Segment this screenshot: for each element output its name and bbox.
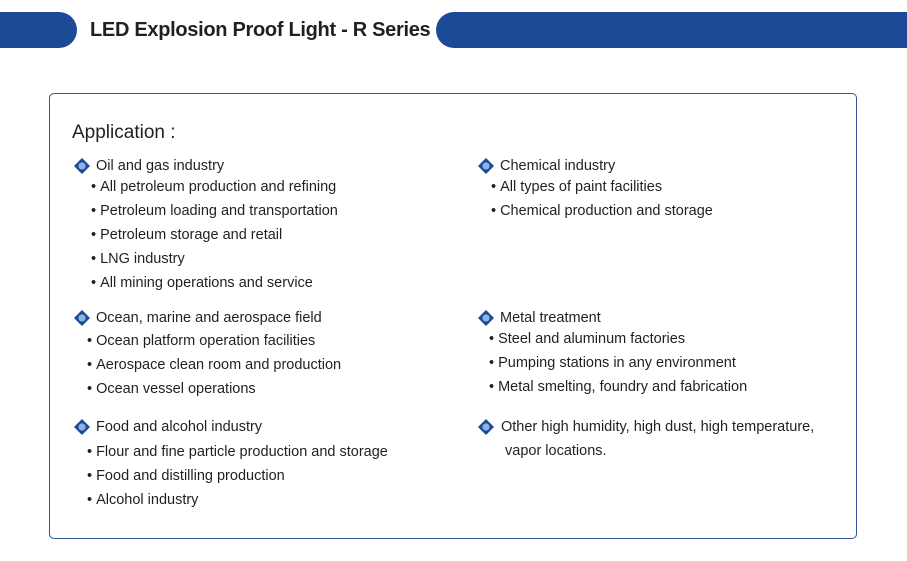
- list-item: • Pumping stations in any environment: [478, 351, 747, 375]
- list-item: • All types of paint facilities: [478, 175, 713, 199]
- list-item: • Food and distilling production: [74, 464, 388, 488]
- category-other-environments: [478, 417, 814, 463]
- list-item: • All petroleum production and refining: [74, 175, 338, 199]
- list-item: • Alcohol industry: [74, 488, 388, 512]
- category-label: Oil and gas industry: [96, 158, 225, 174]
- list-item: • Petroleum loading and transportation: [74, 199, 338, 223]
- list-item: • Ocean vessel operations: [74, 377, 341, 401]
- list-item: • Aerospace clean room and production: [74, 353, 341, 377]
- diamond-bullet-icon: [74, 310, 90, 326]
- category-label: Other high humidity, high dust, high temperature,: [501, 419, 815, 435]
- diamond-bullet-icon: [478, 310, 494, 326]
- list-item: • Chemical production and storage: [478, 199, 713, 223]
- diamond-bullet-icon: [478, 158, 494, 174]
- diamond-bullet-icon: [478, 419, 494, 435]
- header-banner-right: [436, 12, 907, 48]
- list-item: • All mining operations and service: [74, 271, 338, 295]
- list-item: • Petroleum storage and retail: [74, 223, 338, 247]
- category-label-continuation: vapor locations.: [505, 443, 607, 459]
- list-item: • Ocean platform operation facilities: [74, 329, 341, 353]
- application-heading: Application :: [72, 122, 176, 143]
- category-chemical: [478, 156, 713, 223]
- category-label: Ocean, marine and aerospace field: [96, 310, 322, 326]
- list-item: • LNG industry: [74, 247, 338, 271]
- header-banner-left: [0, 12, 77, 48]
- category-food-alcohol: [74, 417, 388, 512]
- diamond-bullet-icon: [74, 158, 90, 174]
- category-ocean-marine: [74, 308, 341, 401]
- diamond-bullet-icon: [74, 419, 90, 435]
- page-title: LED Explosion Proof Light - R Series: [90, 19, 431, 41]
- list-item: • Metal smelting, foundry and fabrication: [478, 375, 747, 399]
- category-metal-treatment: [478, 308, 747, 399]
- category-oil-gas: [74, 156, 338, 295]
- category-label: Chemical industry: [500, 158, 616, 174]
- category-label: Food and alcohol industry: [96, 419, 263, 435]
- list-item: • Steel and aluminum factories: [478, 327, 747, 351]
- category-label: Metal treatment: [500, 310, 601, 326]
- list-item: • Flour and fine particle production and storage: [74, 440, 388, 464]
